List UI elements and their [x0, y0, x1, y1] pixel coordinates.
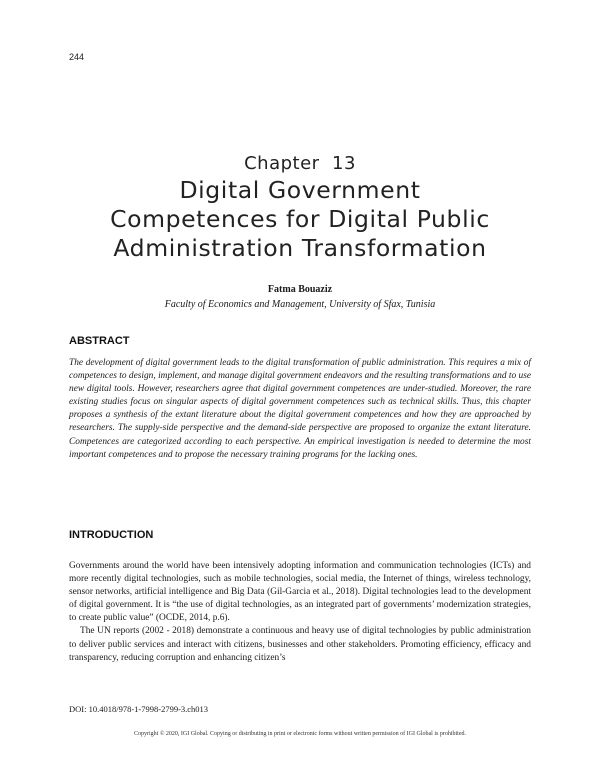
page-number: 244 [69, 52, 85, 62]
abstract-text: The development of digital government leads to the digital transformation of public administration. This requires a mix of competences to design, implement, and manage digital government endeavors and the resulting transformations and to use new digital tools. However, researchers agree that digital government competences are under-studied. Moreover, the rare existing studies focus on singular aspects of digital government competences such as technical skills. Thus, this chapter proposes a synthesis of the extant literature about the digital government competences and how they are approached by researchers. The supply-side perspective and the demand-side perspective are proposed to organize the extant literature. Competences are categorized according to each perspective. An empirical investigation is needed to determine the most important competences and to propose the necessary training programs for the lacking ones. [69, 358, 531, 460]
chapter-title-line: Competences for Digital Public [110, 205, 490, 233]
author-name: Fatma Bouaziz [267, 284, 333, 295]
copyright-notice: Copyright © 2020, IGI Global. Copying or distributing in print or electronic forms without written permission of IGI Global is prohibited. [133, 731, 466, 737]
body-paragraph: The UN reports (2002 - 2018) demonstrate a continuous and heavy use of digital technologies by public administration to deliver public services and interact with citizens, businesses and other stakeholders. Promoting efficiency, efficacy and transparency, reducing corruption and enhancing citizen’s [69, 626, 531, 663]
introduction-body [69, 560, 531, 665]
introduction-heading: INTRODUCTION [69, 529, 154, 541]
chapter-title-line: Digital Government [179, 176, 421, 204]
doi: DOI: 10.4018/978-1-7998-2799-3.ch013 [69, 704, 209, 714]
abstract-heading: ABSTRACT [69, 335, 130, 347]
chapter-label: Chapter 13 [244, 153, 356, 174]
chapter-title-line: Administration Transformation [113, 234, 487, 262]
author-affiliation: Faculty of Economics and Management, University of Sfax, Tunisia [164, 299, 436, 310]
chapter-title [40, 176, 560, 263]
body-paragraph: Governments around the world have been intensively adopting information and communication technologies (ICTs) and more recently digital technologies, such as mobile technologies, social media, the Internet of things, wireless technology, sensor networks, artificial intelligence and Big Data (Gil-Garcia et al., 2018). Digital technologies lead to the development of digital government. It is “the use of digital technologies, as an integrated part of governments’ modernization strategies, to create public value” (OCDE, 2014, p.6). [69, 561, 531, 624]
